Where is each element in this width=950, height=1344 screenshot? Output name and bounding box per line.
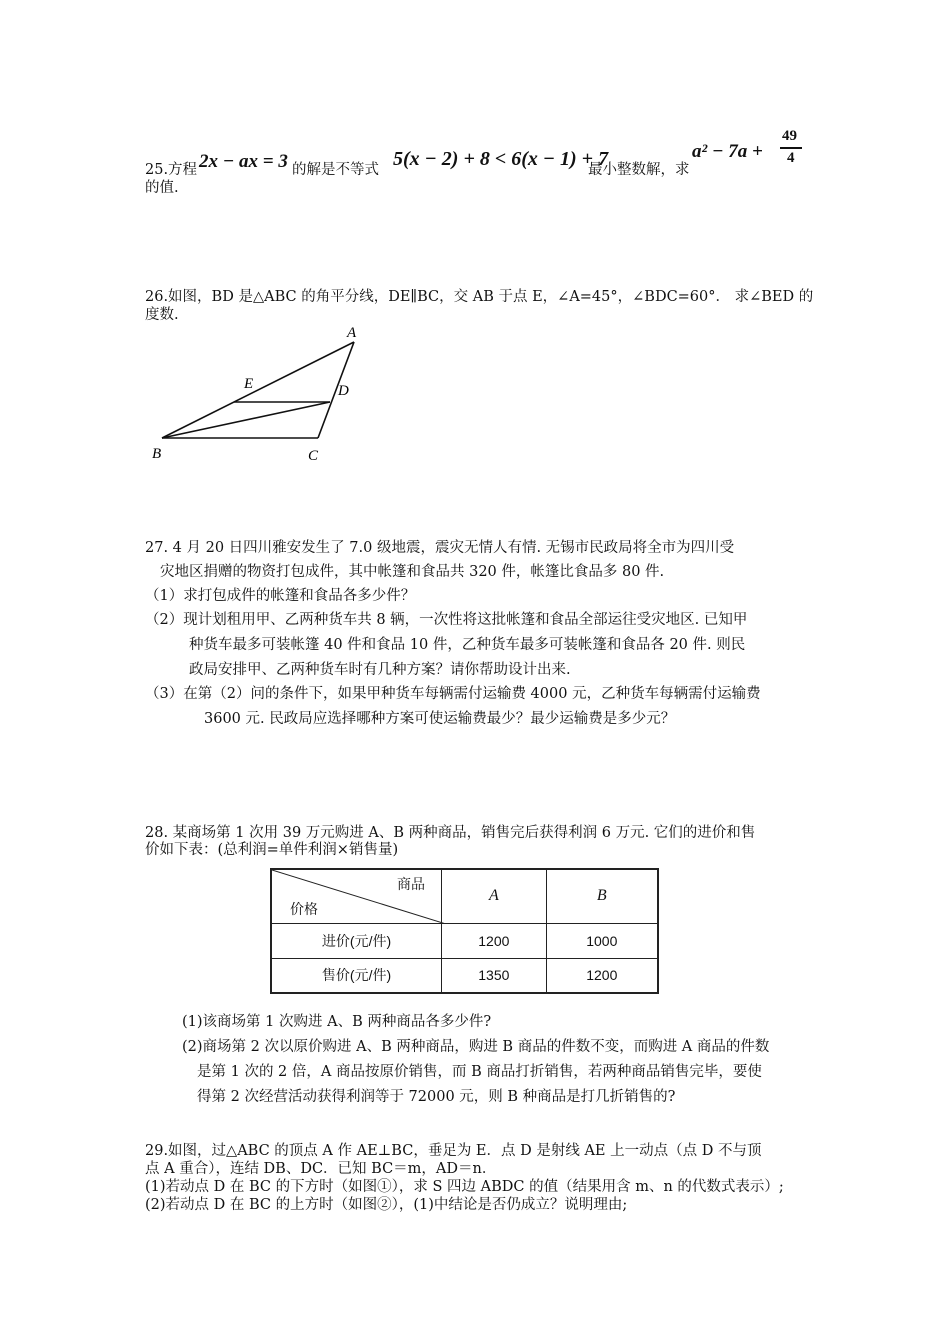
q25-fraction-numerator: 49	[782, 128, 797, 144]
q27-part2-line3: 政局安排甲、乙两种货车时有几种方案？请你帮助设计出来.	[189, 662, 571, 678]
cell-sale-a: 1350	[442, 958, 547, 993]
q28-part2-line1: (2)商场第 2 次以原价购进 A、B 两种商品，购进 B 商品的件数不变，而购进 A 商品的件数	[182, 1039, 770, 1055]
q27-part3-line2: 3600 元. 民政局应选择哪种方案可使运输费最少？最少运输费是多少元？	[204, 711, 676, 727]
column-header-b: B	[546, 869, 658, 923]
q29-line3: (1)若动点 D 在 BC 的下方时（如图①），求 S 四边 ABDC 的值（结果用含 m、n 的代数式表示）;	[145, 1179, 784, 1195]
table-corner-cell	[271, 869, 442, 923]
q28-part1: (1)该商场第 1 次购进 A、B 两种商品各多少件?	[182, 1014, 492, 1030]
cell-cost-b: 1000	[546, 923, 658, 958]
q28-part2-line3: 得第 2 次经营活动获得利润等于 72000 元，则 B 种商品是打几折销售的?	[197, 1089, 676, 1105]
q27-part2-line2: 种货车最多可装帐篷 40 件和食品 10 件，乙种货车最多可装帐篷和食品各 20 件. 则民	[189, 637, 746, 653]
q27-part3-line1: （3）在第（2）问的条件下，如果甲种货车每辆需付运输费 4000 元，乙种货车每辆需付运输费	[145, 686, 761, 702]
label-A: A	[347, 325, 357, 341]
q25-inequality: 5(x − 2) + 8 < 6(x − 1) + 7	[393, 148, 609, 170]
q29-line4: (2)若动点 D 在 BC 的上方时（如图②），(1)中结论是否仍成立？说明理由;	[145, 1197, 628, 1213]
q25-fraction-denominator: 4	[787, 150, 795, 166]
q27-part2-line1: （2）现计划租用甲、乙两种货车共 8 辆，一次性将这批帐篷和食品全部运往受灾地区. 已知甲	[145, 612, 748, 628]
q25-fraction-bar	[780, 147, 802, 149]
price-table	[270, 868, 659, 994]
corner-header-product: 商品	[397, 876, 426, 892]
q28-part2-line2: 是第 1 次的 2 倍，A 商品按原价销售，而 B 商品打折销售，若两种商品销售完毕，要使	[197, 1064, 762, 1080]
q26-line2: 度数.	[145, 307, 179, 323]
cell-cost-a: 1200	[442, 923, 547, 958]
q29-line1: 29.如图，过△ABC 的顶点 A 作 AE⊥BC，垂足为 E．点 D 是射线 AE 上一动点（点 D 不与顶	[145, 1143, 762, 1159]
triangle-figure	[140, 320, 380, 470]
q25-equation: 2x − ax = 3	[199, 151, 288, 172]
q29-line2: 点 A 重合），连结 DB、DC．已知 BC＝m，AD＝n．	[145, 1161, 497, 1177]
row-label-sale: 售价(元/件)	[271, 958, 442, 993]
q25-prefix: 25.方程	[145, 162, 198, 178]
segment-BD	[162, 402, 330, 438]
q26-line1: 26.如图，BD 是△ABC 的角平分线，DE∥BC，交 AB 于点 E，∠A=45°，∠BDC=60°． 求∠BED 的	[145, 289, 814, 305]
q25-suffix: 最小整数解，求	[588, 162, 690, 178]
column-header-a: A	[442, 869, 547, 923]
q28-line2: 价如下表：(总利润=单件利润×销售量)	[145, 842, 399, 858]
table-row	[271, 958, 658, 993]
label-D: D	[338, 383, 349, 399]
row-label-cost: 进价(元/件)	[271, 923, 442, 958]
q27-line1: 27. 4 月 20 日四川雅安发生了 7.0 级地震，震灾无情人有情. 无锡市民政局将全市为四川受	[145, 540, 735, 556]
q25-mid-text: 的解是不等式	[292, 162, 379, 178]
label-C: C	[308, 448, 319, 464]
q25-line2: 的值.	[145, 180, 179, 196]
table-row	[271, 923, 658, 958]
q27-part1: （1）求打包成件的帐篷和食品各多少件？	[145, 588, 416, 604]
q25-expression: a² − 7a +	[692, 141, 763, 162]
cell-sale-b: 1200	[546, 958, 658, 993]
q28-line1: 28. 某商场第 1 次用 39 万元购进 A、B 两种商品，销售完后获得利润 6 万元. 它们的进价和售	[145, 825, 756, 841]
corner-header-price: 价格	[290, 900, 318, 917]
segment-BA	[162, 342, 354, 438]
label-E: E	[244, 376, 254, 392]
label-B: B	[152, 446, 162, 462]
q27-line2: 灾地区捐赠的物资打包成件，其中帐篷和食品共 320 件，帐篷比食品多 80 件.	[160, 564, 665, 580]
